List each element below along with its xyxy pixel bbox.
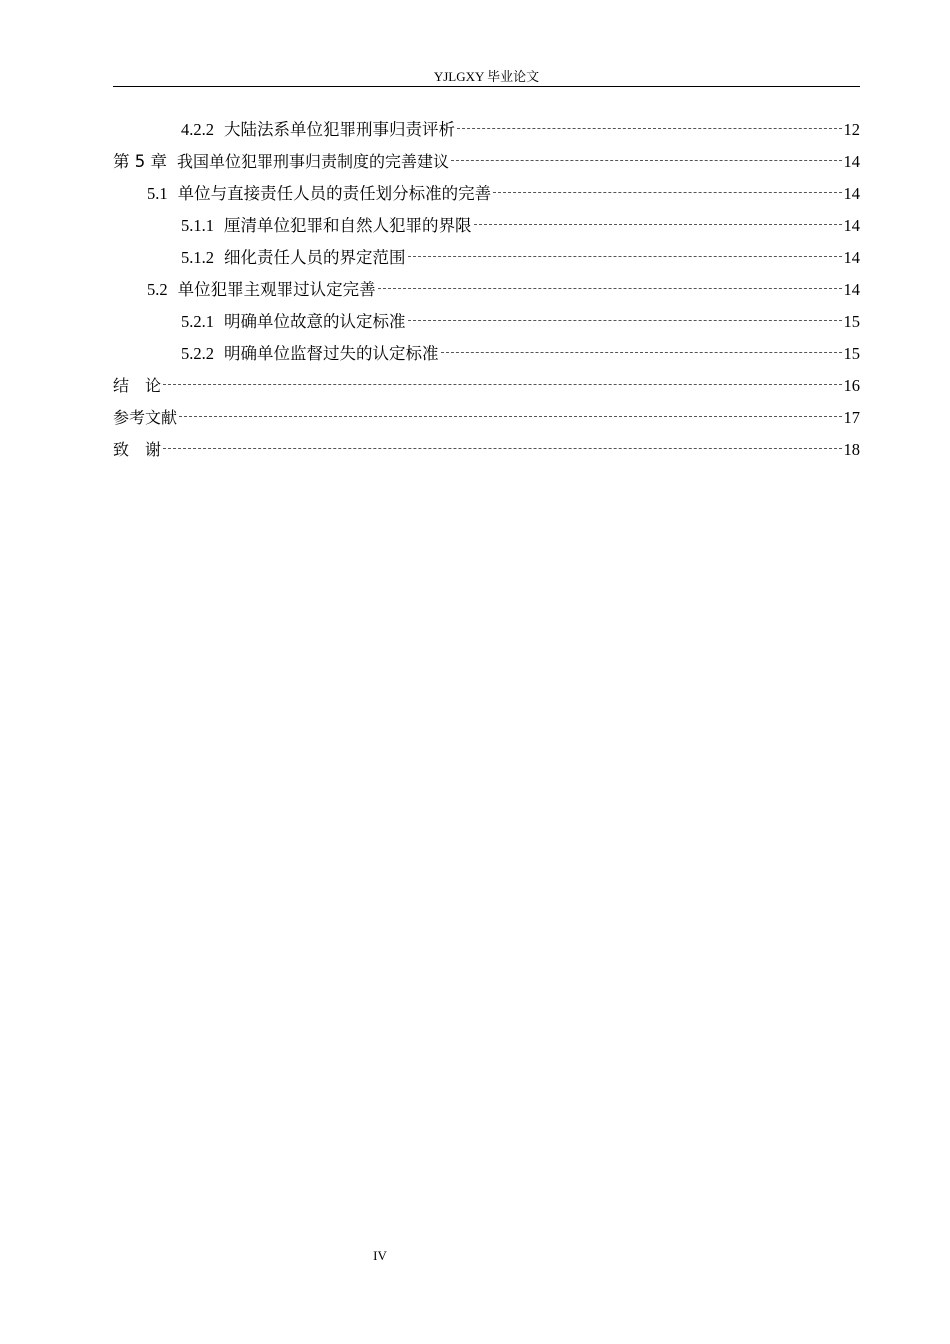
toc-entry[interactable] <box>113 213 860 245</box>
toc-entry-title: 明确单位故意的认定标准 <box>224 312 406 331</box>
toc-entry[interactable] <box>113 405 860 437</box>
toc-leader-dashes <box>179 416 841 417</box>
toc-entry[interactable] <box>113 117 860 149</box>
toc-leader-dashes <box>378 288 842 289</box>
toc-entry-title: 单位与直接责任人员的责任划分标准的完善 <box>177 184 492 203</box>
toc-leader-dashes <box>163 384 841 385</box>
toc-entry[interactable] <box>113 149 860 181</box>
toc-entry-title: 单位犯罪主观罪过认定完善 <box>177 280 376 299</box>
header-rule <box>113 86 860 87</box>
toc-leader-dashes <box>451 160 841 161</box>
toc-entry-page: 14 <box>843 184 860 203</box>
toc-entry-title: 细化责任人员的界定范围 <box>224 248 406 267</box>
toc-entry-title: 我国单位犯罪刑事归责制度的完善建议 <box>177 152 450 171</box>
toc-entry-number: 4.2.2 <box>181 120 214 139</box>
toc-entry[interactable] <box>113 277 860 309</box>
toc-entry[interactable] <box>113 437 860 469</box>
toc-entry-page: 14 <box>843 152 860 171</box>
running-header: YJLGXY 毕业论文 <box>433 69 540 84</box>
toc-entry-title: 致 谢 <box>113 440 162 459</box>
toc-entry-page: 18 <box>843 440 860 459</box>
toc-entry-number: 5.2 <box>147 280 168 299</box>
toc-entry-title: 参考文献 <box>113 408 178 427</box>
toc-leader-dashes <box>457 128 842 129</box>
toc-entry-number: 5.1.2 <box>181 248 214 267</box>
toc-leader-dashes <box>474 224 842 225</box>
toc-entry-page: 16 <box>843 376 860 395</box>
toc-entry-number: 5.1 <box>147 184 168 203</box>
toc-entry-page: 14 <box>843 280 860 299</box>
table-of-contents <box>113 117 860 469</box>
toc-entry[interactable] <box>113 373 860 405</box>
toc-entry-title: 明确单位监督过失的认定标准 <box>224 344 439 363</box>
toc-entry-page: 15 <box>843 312 860 331</box>
toc-entry-page: 15 <box>843 344 860 363</box>
toc-leader-dashes <box>163 448 841 449</box>
toc-entry-page: 14 <box>843 216 860 235</box>
toc-entry-page: 17 <box>843 408 860 427</box>
toc-entry[interactable] <box>113 181 860 213</box>
toc-entry-page: 12 <box>843 120 860 139</box>
toc-entry-title: 结 论 <box>113 376 162 395</box>
toc-entry-number: 5.2.2 <box>181 344 214 363</box>
toc-entry[interactable] <box>113 341 860 373</box>
toc-entry-number: 5.2.1 <box>181 312 214 331</box>
toc-entry-number: 第 5 章 <box>113 152 167 171</box>
toc-entry-title: 大陆法系单位犯罪刑事归责评析 <box>224 120 455 139</box>
page-number: IV <box>373 1248 387 1263</box>
toc-leader-dashes <box>441 352 842 353</box>
toc-entry-page: 14 <box>843 248 860 267</box>
toc-entry[interactable] <box>113 245 860 277</box>
toc-leader-dashes <box>493 192 841 193</box>
toc-entry[interactable] <box>113 309 860 341</box>
toc-leader-dashes <box>408 256 842 257</box>
toc-leader-dashes <box>408 320 842 321</box>
toc-entry-number: 5.1.1 <box>181 216 214 235</box>
toc-entry-title: 厘清单位犯罪和自然人犯罪的界限 <box>224 216 472 235</box>
